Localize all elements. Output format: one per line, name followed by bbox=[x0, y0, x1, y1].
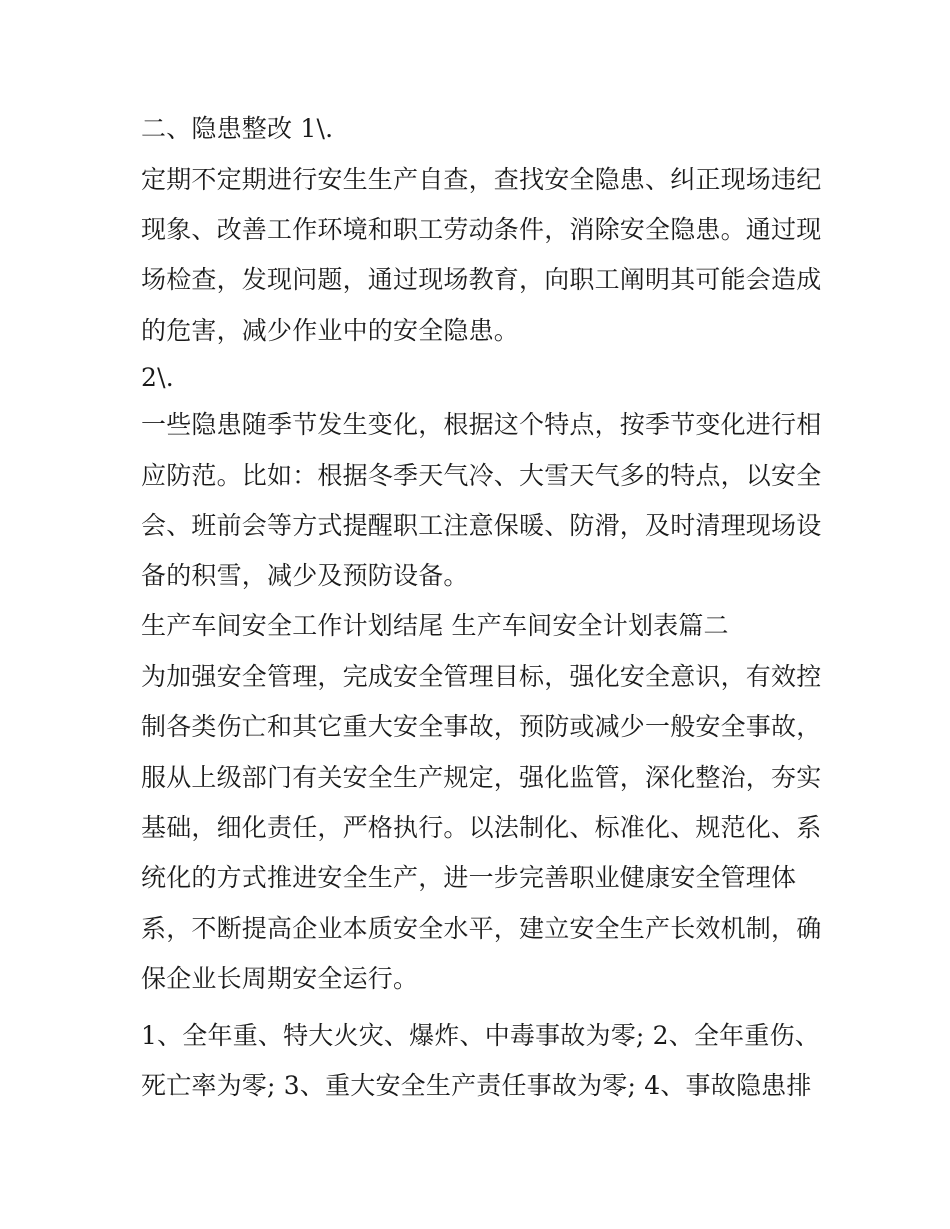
text-line: 备的积雪，减少及预防设备。 bbox=[141, 561, 469, 590]
text-line: 现象、改善工作环境和职工劳动条件，消除安全隐患。通过现 bbox=[141, 215, 822, 244]
section-heading: 生产车间安全工作计划结尾 生产车间安全计划表篇二 bbox=[141, 611, 729, 640]
text-line: 制各类伤亡和其它重大安全事故，预防或减少一般安全事故， bbox=[141, 712, 822, 741]
text-line: 一些隐患随季节发生变化，根据这个特点，按季节变化进行相 bbox=[141, 410, 822, 439]
text-line: 二、隐患整改 1\. bbox=[141, 114, 334, 143]
text-line: 场检查，发现问题，通过现场教育，向职工阐明其可能会造成 bbox=[141, 265, 822, 294]
text-line: 的危害，减少作业中的安全隐患。 bbox=[141, 316, 520, 345]
text-line: 服从上级部门有关安全生产规定，强化监管，深化整治，夯实 bbox=[141, 763, 822, 792]
text-line: 定期不定期进行安生生产自查，查找安全隐患、纠正现场违纪 bbox=[141, 165, 822, 194]
text-line: 2\. bbox=[141, 363, 174, 392]
text-line: 保企业长周期安全运行。 bbox=[141, 964, 419, 993]
text-line: 系，不断提高企业本质安全水平，建立安全生产长效机制，确 bbox=[141, 914, 822, 943]
text-line: 应防范。比如：根据冬季天气冷、大雪天气多的特点，以安全 bbox=[141, 461, 822, 490]
text-line: 为加强安全管理，完成安全管理目标，强化安全意识，有效控 bbox=[141, 662, 822, 691]
text-line: 基础，细化责任，严格执行。以法制化、标准化、规范化、系 bbox=[141, 813, 822, 842]
text-line: 1、全年重、特大火灾、爆炸、中毒事故为零; 2、全年重伤、 bbox=[141, 1021, 820, 1050]
text-line: 会、班前会等方式提醒职工注意保暖、防滑，及时清理现场设 bbox=[141, 511, 822, 540]
text-line: 死亡率为零; 3、重大安全生产责任事故为零; 4、事故隐患排 bbox=[141, 1071, 812, 1100]
text-line: 统化的方式推进安全生产，进一步完善职业健康安全管理体 bbox=[141, 863, 797, 892]
